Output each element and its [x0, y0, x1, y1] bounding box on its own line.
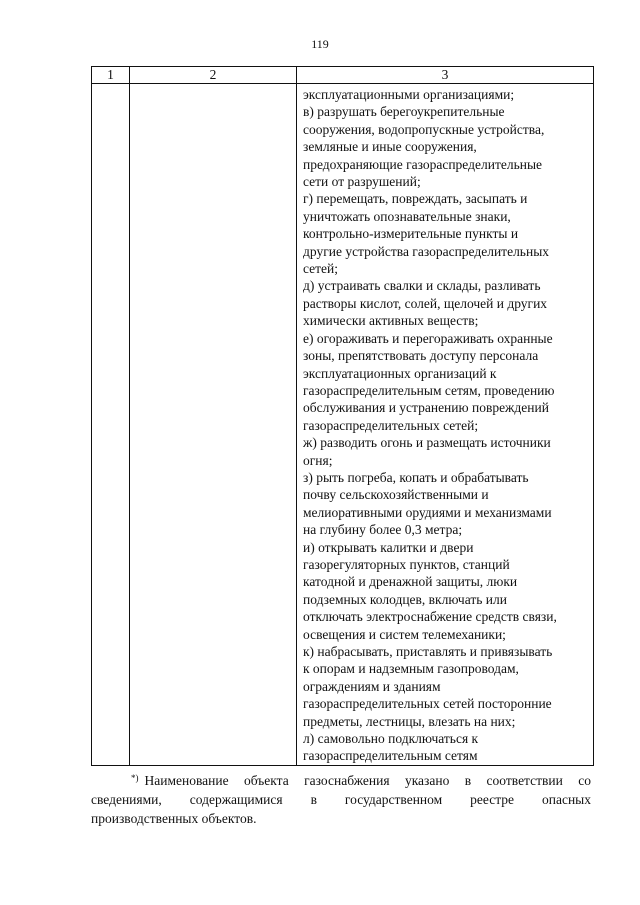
- text-line: мелиоративными орудиями и механизмами: [303, 504, 552, 520]
- text-line: газорегуляторных пунктов, станций: [303, 556, 510, 572]
- text-line: эксплуатационными организациями;: [303, 87, 515, 102]
- text-line: ограждениям и зданиям: [303, 678, 441, 694]
- footnote-line-2: сведениями, содержащимися в государственном реестре опасных: [91, 792, 591, 807]
- text-line: ж) разводить огонь и размещать источники: [303, 435, 551, 451]
- footnote-marker: *): [131, 773, 139, 783]
- text-line: д) устраивать свалки и склады, разливать: [303, 278, 541, 294]
- table-cell-col1: [92, 84, 130, 766]
- text-line: предохраняющие газораспределительные: [303, 156, 543, 172]
- footnote-line-1-text: Наименование объекта газоснабжения указано в соответствии со: [144, 773, 591, 788]
- text-line: другие устройства газораспределительных: [303, 243, 550, 259]
- text-line: г) перемещать, повреждать, засыпать и: [303, 191, 528, 207]
- text-line: растворы кислот, солей, щелочей и других: [303, 295, 548, 311]
- footnote-line-1: [91, 771, 591, 790]
- text-line: зоны, препятствовать доступу персонала: [303, 348, 539, 364]
- text-line: подземных колодцев, включать или: [303, 591, 507, 607]
- text-line: огня;: [303, 452, 333, 468]
- prohibitions-list-text: [297, 84, 593, 765]
- text-line: уничтожать опознавательные знаки,: [303, 208, 511, 224]
- column-header-1: 1: [92, 67, 130, 84]
- table-header-row: [92, 67, 594, 84]
- text-line: и) открывать калитки и двери: [303, 539, 474, 555]
- text-line: в) разрушать берегоукрепительные: [303, 104, 505, 120]
- text-line: на глубину более 0,3 метра;: [303, 522, 463, 538]
- text-line: л) самовольно подключаться к: [303, 731, 479, 747]
- text-line: сетей;: [303, 261, 339, 277]
- text-line: сети от разрушений;: [303, 174, 421, 190]
- text-line: газораспределительным сетям: [303, 748, 478, 764]
- text-line: освещения и систем телемеханики;: [303, 626, 506, 642]
- column-header-3: 3: [297, 67, 594, 84]
- footnote-line-3: производственных объектов.: [91, 811, 257, 826]
- text-line: з) рыть погреба, копать и обрабатывать: [303, 469, 529, 485]
- document-table: [91, 66, 594, 766]
- column-header-2: 2: [130, 67, 297, 84]
- table-cell-col2: [130, 84, 297, 766]
- text-line: земляные и иные сооружения,: [303, 139, 477, 155]
- text-line: катодной и дренажной защиты, люки: [303, 574, 518, 590]
- text-line: эксплуатационных организаций к: [303, 365, 497, 381]
- text-line: контрольно-измерительные пункты и: [303, 226, 519, 242]
- text-line: отключать электроснабжение средств связи,: [303, 609, 557, 625]
- text-line: почву сельскохозяйственными и: [303, 487, 489, 503]
- text-line: химически активных веществ;: [303, 313, 479, 329]
- page-number: 119: [311, 37, 329, 51]
- text-line: е) огораживать и перегораживать охранные: [303, 330, 553, 346]
- text-line: к) набрасывать, приставлять и привязывать: [303, 644, 553, 659]
- text-line: газораспределительных сетей;: [303, 417, 479, 433]
- text-line: обслуживания и устранению повреждений: [303, 400, 549, 416]
- text-line: газораспределительных сетей посторонние: [303, 696, 552, 712]
- text-line: к опорам и надземным газопроводам,: [303, 661, 519, 677]
- footnote: [91, 771, 591, 828]
- table-cell-col3: [297, 84, 594, 766]
- table-row: [92, 84, 594, 766]
- text-line: сооружения, водопропускные устройства,: [303, 121, 545, 137]
- text-line: газораспределительным сетям, проведению: [303, 382, 555, 398]
- text-line: предметы, лестницы, влезать на них;: [303, 713, 516, 729]
